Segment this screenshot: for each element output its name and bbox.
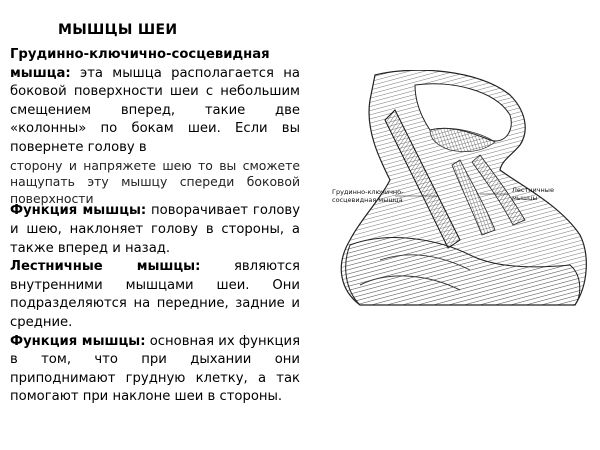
scalene-text: являются внутренними мышцами шеи. Они подразделяются на передние, задние и средние. xyxy=(10,259,300,330)
text-column xyxy=(10,46,300,407)
figure-label-scalene xyxy=(512,186,554,202)
page-title: МЫШЦЫ ШЕИ xyxy=(58,22,178,38)
figure-label-scm-line1: Грудинно-ключично- xyxy=(332,188,404,196)
scm-function-paragraph xyxy=(10,202,300,258)
scm-text-continued: сторону и напряжете шею то вы сможете нащупать эту мышцу спереди боковой поверхности xyxy=(10,157,300,206)
figure-label-scm xyxy=(332,188,404,204)
scm-text: эта мышца располагается на боковой поверхности шеи с небольшим смещением вперед, такие две «колонны» по бокам шеи. Если вы повернете голову в xyxy=(10,65,300,155)
scm-function-heading: Функция мышцы: xyxy=(10,203,147,219)
figure-label-scm-line2: сосцевидная мышца xyxy=(332,196,403,204)
scm-paragraph-continued xyxy=(10,158,300,208)
scm-function-text: поворачивает голову и шею, наклоняет голову в стороны, а также вперед и назад. xyxy=(10,203,301,256)
scalene-heading: Лестничные мышцы: xyxy=(10,259,201,275)
figure-label-scalene-line1: Лестничные xyxy=(512,186,554,194)
scalene-paragraph xyxy=(10,258,300,332)
figure-label-scalene-line2: мышцы xyxy=(512,194,538,202)
scalene-function-text: основная их функция в том, что при дыхании они приподнимают грудную клетку, а так помогают при наклоне шеи в стороны. xyxy=(10,333,301,405)
scm-paragraph xyxy=(10,46,300,158)
neck-anatomy-figure xyxy=(320,70,590,310)
scm-heading: Грудинно-ключично-сосцевидная мышца: xyxy=(10,47,270,81)
scalene-function-heading: Функция мышцы: xyxy=(10,333,146,349)
scalene-function-paragraph xyxy=(10,333,300,407)
